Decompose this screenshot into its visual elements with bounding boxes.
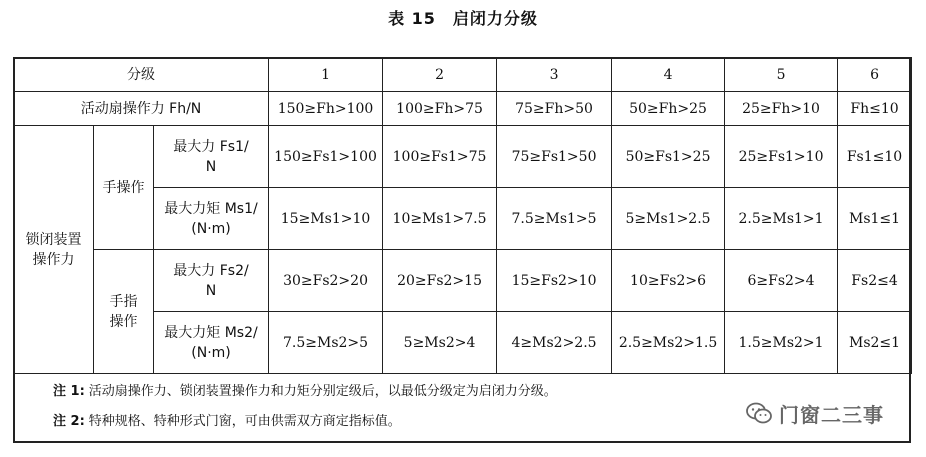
table-cell: 15≥Ms1>10 [269,188,383,250]
table-cell: 20≥Fs2>15 [383,250,497,312]
hand-operation-label: 手操作 [94,126,154,250]
table-cell: 25≥Fh>10 [725,92,838,126]
ms1-label: 最大力矩 Ms1/ (N·m) [154,188,269,250]
wechat-icon [745,401,773,425]
table-cell: 150≥Fh>100 [269,92,383,126]
table-cell: 100≥Fs1>75 [383,126,497,188]
ms2-label: 最大力矩 Ms2/ (N·m) [154,312,269,374]
table-cell: 25≥Fs1>10 [725,126,838,188]
table-cell: Fs1≤10 [838,126,912,188]
note-1: 注 1: 活动扇操作力、锁闭装置操作力和力矩分别定级后，以最低分级定为启闭力分级。 [53,384,557,399]
level-2: 2 [383,58,497,92]
table-cell: 10≥Ms1>7.5 [383,188,497,250]
watermark [745,397,905,431]
table-cell: 100≥Fh>75 [383,92,497,126]
level-4: 4 [612,58,725,92]
table-cell: 1.5≥Ms2>1 [725,312,838,374]
table-cell: 50≥Fh>25 [612,92,725,126]
table-cell: 2.5≥Ms1>1 [725,188,838,250]
table-cell: 7.5≥Ms2>5 [269,312,383,374]
sash-force-label: 活动扇操作力 Fh/N [14,92,269,126]
fs2-label: 最大力 Fs2/ N [154,250,269,312]
table-cell: 50≥Fs1>25 [612,126,725,188]
table-cell: 2.5≥Ms2>1.5 [612,312,725,374]
table-cell: 15≥Fs2>10 [497,250,612,312]
table-cell: Ms2≤1 [838,312,912,374]
table-cell: 150≥Fs1>100 [269,126,383,188]
finger-operation-label: 手指 操作 [94,250,154,374]
level-6: 6 [838,58,912,92]
level-1: 1 [269,58,383,92]
header-label: 分级 [14,58,269,92]
table-cell: 7.5≥Ms1>5 [497,188,612,250]
level-5: 5 [725,58,838,92]
table-cell: 5≥Ms1>2.5 [612,188,725,250]
level-3: 3 [497,58,612,92]
table-cell: 75≥Fs1>50 [497,126,612,188]
table-cell: 10≥Fs2>6 [612,250,725,312]
table-cell: 4≥Ms2>2.5 [497,312,612,374]
table-cell: Fh≤10 [838,92,912,126]
table-title: 表 15 启闭力分级 [388,9,538,28]
table-cell: Fs2≤4 [838,250,912,312]
lock-force-group-label: 锁闭装置 操作力 [14,126,94,374]
fs1-label: 最大力 Fs1/ N [154,126,269,188]
table-cell: Ms1≤1 [838,188,912,250]
note-2: 注 2: 特种规格、特种形式门窗，可由供需双方商定指标值。 [53,414,401,429]
table-cell: 75≥Fh>50 [497,92,612,126]
watermark-text: 门窗二三事 [779,403,884,427]
table-cell: 30≥Fs2>20 [269,250,383,312]
table-cell: 6≥Fs2>4 [725,250,838,312]
table-cell: 5≥Ms2>4 [383,312,497,374]
